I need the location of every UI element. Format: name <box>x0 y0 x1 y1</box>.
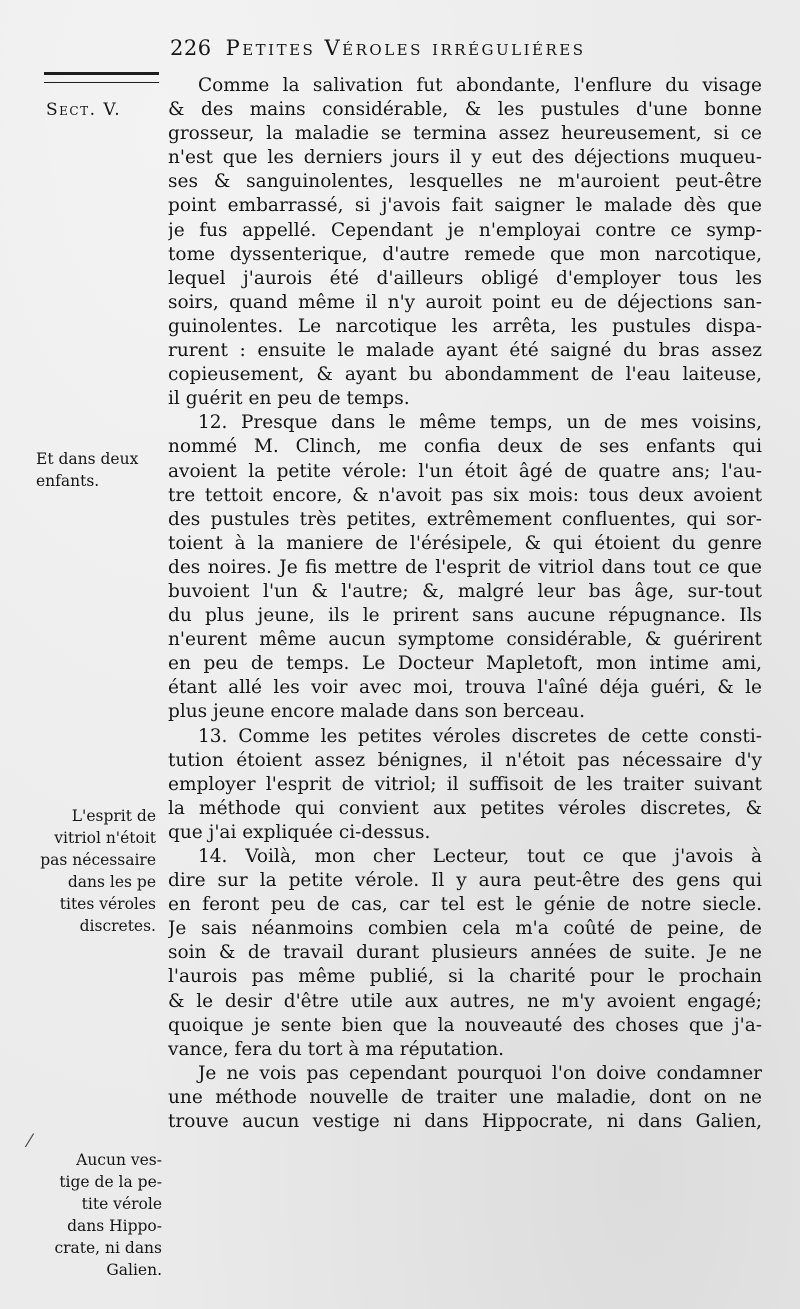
text-line: copieusement, & ayant bu abondamment de l'eau laiteuse, <box>168 364 762 386</box>
text-line: vance, fera du tort à ma réputation. <box>168 1038 505 1060</box>
text-line: n'est que les derniers jours il y eut des déjections muqueu- <box>168 147 762 169</box>
text-line: une méthode nouvelle de traiter une maladie, dont on ne <box>168 1086 762 1108</box>
text-line: la méthode qui convient aux petites véroles discretes, & <box>168 797 762 819</box>
text-line: du plus jeune, ils le prirent sans aucune répugnance. Ils <box>168 605 762 627</box>
text-line: n'eurent même aucun symptome considérable, & guérirent <box>168 629 762 651</box>
text-line: étant allé les voir avec moi, trouva l'aîné déja guéri, & le <box>168 677 762 699</box>
text-line: employer l'esprit de vitriol; il suffisoit de les traiter suivant <box>168 773 762 795</box>
text-line: tre tettoit encore, & n'avoit pas six mois: tous deux avoient <box>168 484 762 506</box>
text-line: en peu de temps. Le Docteur Mapletoft, mon intime ami, <box>168 653 762 675</box>
text-line: il guérit en peu de temps. <box>168 388 410 410</box>
text-line: tome dyssenterique, d'autre remede que mon narcotique, <box>168 243 762 265</box>
text-line: & des mains considérable, & les pustules d'une bonne <box>168 99 762 121</box>
paragraph-12-start: 12. Presque dans le même temps, un de mes voisins, <box>198 412 762 434</box>
text-line: en feront peu de cas, car tel est le génie de notre siecle. <box>168 894 762 916</box>
text-line: Comme la salivation fut abondante, l'enflure du visage <box>198 75 762 96</box>
body-text <box>168 74 762 1134</box>
text-line: soirs, quand même il n'y auroit point eu de déjections san- <box>168 291 762 313</box>
paragraph-14-start: 14. Voilà, mon cher Lecteur, tout ce que j'avois à <box>198 846 762 867</box>
text-line: grosseur, la maladie se termina assez heureusement, si ce <box>168 123 762 145</box>
text-line: quoique je sente bien que la nouveauté des choses que j'a- <box>168 1014 762 1036</box>
running-title: Petites Véroles irréguliéres <box>225 36 586 60</box>
text-line: des noires. Je fis mettre de l'esprit de vitriol dans tout ce que <box>168 556 762 578</box>
text-line: que j'ai expliquée ci-dessus. <box>168 821 431 843</box>
margin-note-two-children: Et dans deux enfants. <box>36 450 139 490</box>
text-line: ses & sanguinolentes, lesquelles ne m'auroient peut-être <box>168 171 762 193</box>
text-line: point embarrassé, si j'avois fait saigner le malade dès que <box>168 195 762 217</box>
text-line: rurent : ensuite le malade ayant été saigné du bras assez <box>168 340 762 362</box>
text-line: Je sais néanmoins combien cela m'a coûté de peine, de <box>168 918 762 940</box>
margin-note-vitriol: L'esprit de vitriol n'étoit pas nécessaire dans les pe tites véroles discretes. <box>40 807 156 935</box>
text-line: plus jeune encore malade dans son berceau. <box>168 701 585 723</box>
text-line: avoient la petite vérole: l'un étoit âgé de quatre ans; l'au- <box>168 460 762 482</box>
text-line: buvoient l'un & l'autre; &, malgré leur bas âge, sur-tout <box>168 580 762 602</box>
text-line: guinolentes. Le narcotique les arrêta, les pustules dispa- <box>168 315 762 337</box>
text-line: toient à la maniere de l'érésipele, & qui étoient du genre <box>168 532 762 554</box>
margin-note-hippocrates: Aucun ves- tige de la pe- tite vérole dans Hippo- crate, ni dans Galien. <box>54 1151 162 1279</box>
page-number: 226 <box>170 36 212 60</box>
paragraph-13-start: 13. Comme les petites véroles discretes de cette consti- <box>198 725 762 747</box>
text-line: je fus appellé. Cependant je n'employai contre ce symp- <box>168 219 762 241</box>
margin-mark-icon: ⁄ <box>28 1131 32 1152</box>
section-label: Sect. V. <box>46 100 122 120</box>
page-header <box>170 36 770 72</box>
text-line: des pustules très petites, extrêmement confluentes, qui sor- <box>168 508 762 530</box>
text-line: lequel j'aurois été d'ailleurs obligé d'employer tous les <box>168 267 762 289</box>
text-line: soin & de travail durant plusieurs années de suite. Je ne <box>168 942 762 964</box>
text-line: & le desir d'être utile aux autres, ne m'y avoient engagé; <box>168 990 762 1012</box>
header-rule <box>44 72 159 83</box>
text-line: l'aurois pas même publié, si la charité pour le prochain <box>168 966 762 988</box>
text-line: tution étoient assez bénignes, il n'étoit pas nécessaire d'y <box>168 749 762 771</box>
text-line: trouve aucun vestige ni dans Hippocrate, ni dans Galien, <box>168 1111 762 1133</box>
paragraph-next-start: Je ne vois pas cependant pourquoi l'on doive condamner <box>198 1062 762 1084</box>
text-line: dire sur la petite vérole. Il y aura peut-être des gens qui <box>168 870 762 892</box>
text-line: nommé M. Clinch, me confia deux de ses enfants qui <box>168 436 762 458</box>
